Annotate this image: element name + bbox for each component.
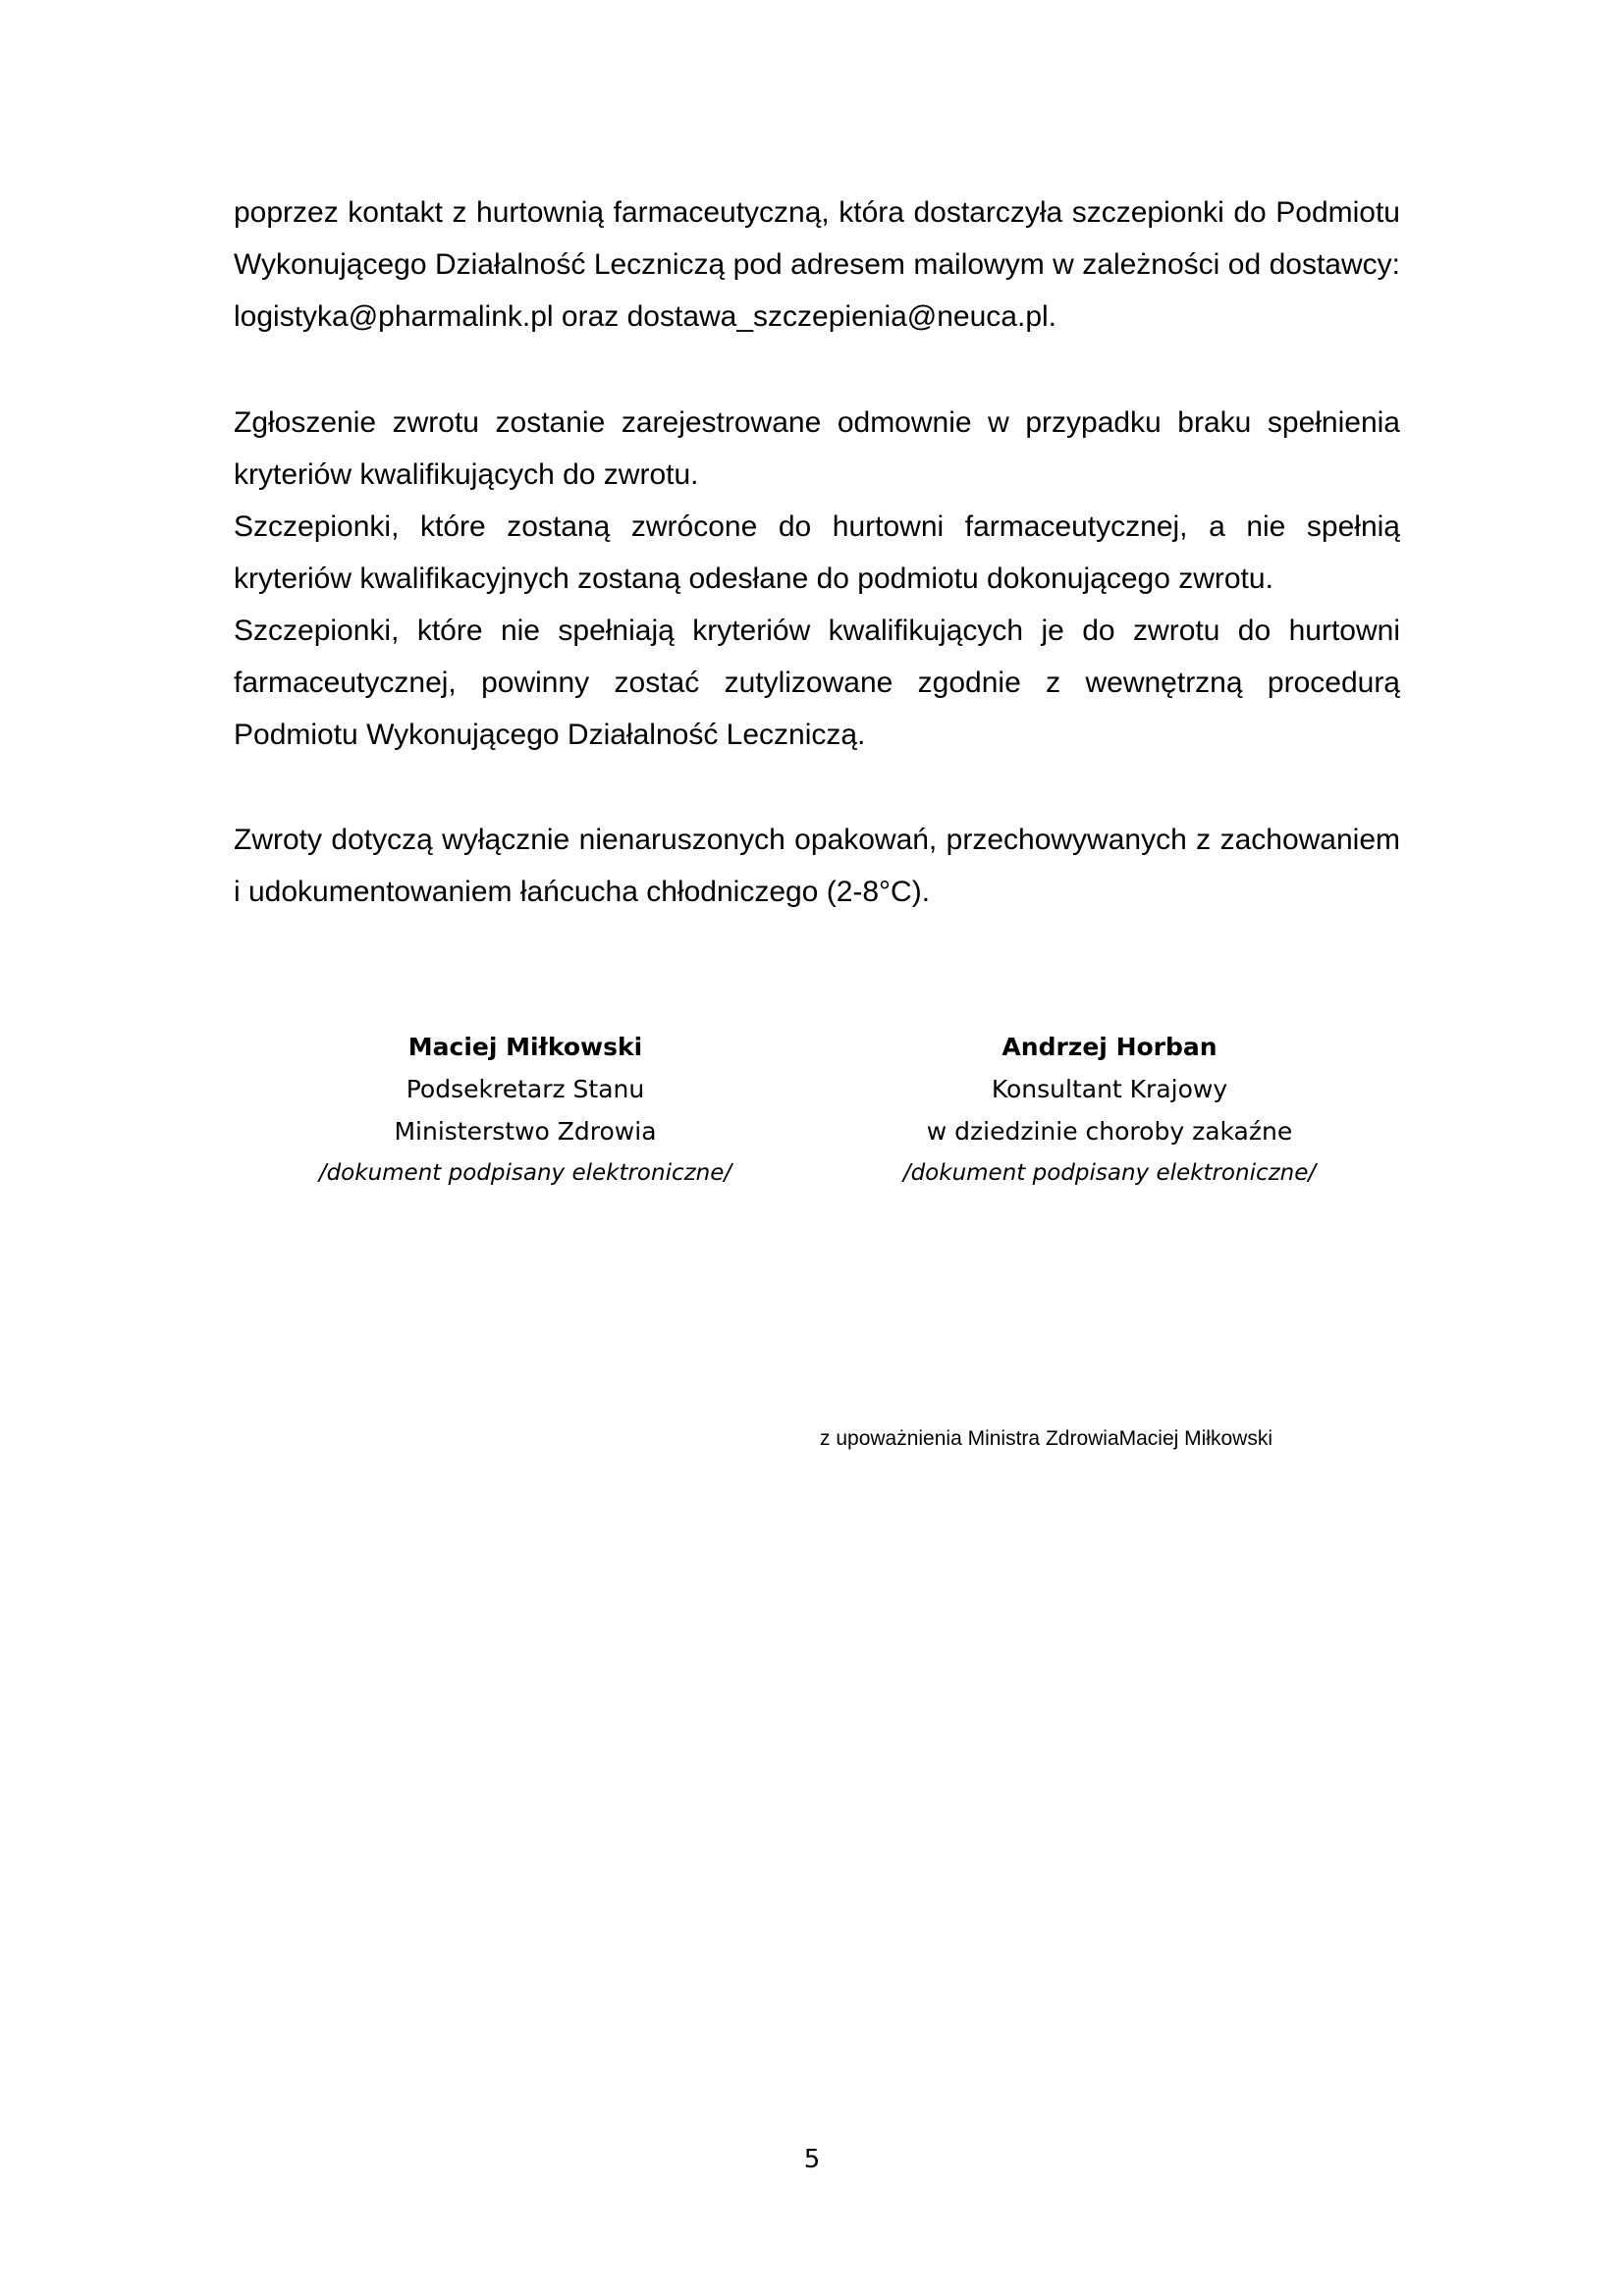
paragraph-disposal: Szczepionki, które nie spełniają kryteriów kwalifikujących je do zwrotu do hurtowni farmaceutycznej, powinny zostać zutylizowane zgodnie z wewnętrzną procedurą Podmiotu Wykonującego Działalność Leczniczą.	[234, 614, 1400, 751]
page-number: 5	[803, 2145, 821, 2174]
signature-block-left	[270, 1026, 781, 1195]
signature-note: /dokument podpisany elektroniczne/	[318, 1160, 732, 1186]
signatory-title: Konsultant Krajowy	[991, 1075, 1228, 1103]
signatory-name: Andrzej Horban	[1001, 1033, 1218, 1061]
paragraph-rejection-intro: Zgłoszenie zwrotu zostanie zarejestrowane odmownie w przypadku braku spełnienia kryteriów kwalifikujących do zwrotu.	[234, 406, 1400, 491]
signatory-organization: Ministerstwo Zdrowia	[394, 1117, 657, 1146]
signatory-name: Maciej Miłkowski	[407, 1033, 643, 1061]
paragraph-contact	[234, 187, 1400, 343]
paragraph-text: Zwroty dotyczą wyłącznie nienaruszonych opakowań, przechowywanych z zachowaniem i udokumentowaniem łańcucha chłodniczego (2-8°C).	[234, 824, 1400, 908]
authorization-note: z upoważnienia Ministra ZdrowiaMaciej Miłkowski	[820, 1427, 1272, 1450]
signature-block-right	[854, 1026, 1365, 1195]
signature-note: /dokument podpisany elektroniczne/	[902, 1160, 1317, 1186]
paragraph-returned-nonqualifying: Szczepionki, które zostaną zwrócone do hurtowni farmaceutycznej, a nie spełnią kryteriów kwalifikacyjnych zostaną odesłane do podmiotu dokonującego zwrotu.	[234, 510, 1400, 595]
paragraph-text: poprzez kontakt z hurtownią farmaceutyczną, która dostarczyła szczepionki do Podmiotu Wykonującego Działalność Leczniczą pod adresem mailowym w zależności od dostawcy: logistyka@pharmalink.pl oraz dostawa_szczepienia@neuca.pl.	[234, 196, 1400, 333]
signatory-organization: w dziedzinie choroby zakaźne	[926, 1117, 1293, 1146]
signatory-title: Podsekretarz Stanu	[406, 1075, 645, 1103]
paragraph-group-rejection	[234, 397, 1400, 761]
paragraph-cold-chain	[234, 814, 1400, 918]
